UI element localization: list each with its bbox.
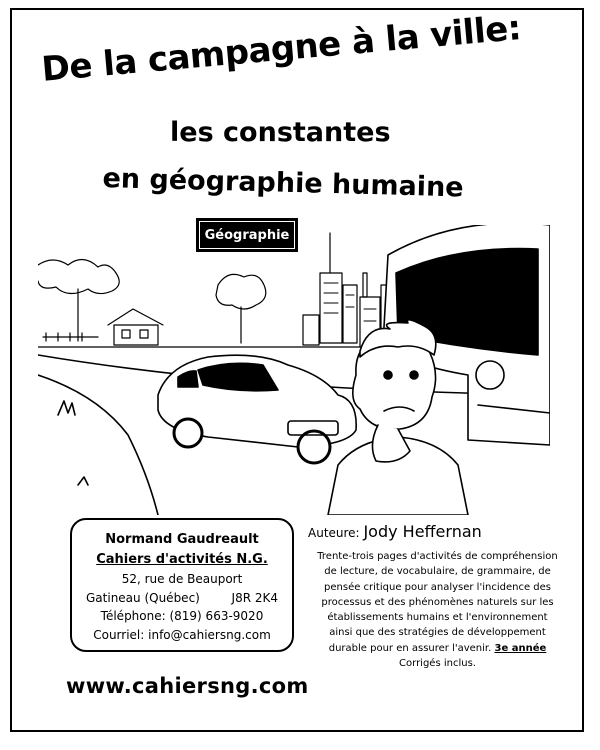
- description-text: Trente-trois pages d'activités de compréhension de lecture, de vocabulaire, de grammaire, de pensée critique pour analyser l'incidence des processus et des phénomènes naturels sur les établissements humains et l'environnement ainsi que des stratégies de développement durable pour en assurer l'avenir.: [317, 551, 558, 654]
- title-line-1: De la campagne à la ville:: [40, 8, 523, 90]
- car: [158, 355, 356, 463]
- email-label: Courriel:: [93, 628, 145, 643]
- grade-level: 3e année: [494, 642, 547, 654]
- author-label: Auteure:: [308, 526, 360, 540]
- publisher-email-line: [72, 626, 292, 645]
- title-line-2: les constantes: [170, 117, 391, 148]
- publisher-email: info@cahiersng.com: [148, 628, 271, 643]
- publisher-phone: Téléphone: (819) 663-9020: [100, 609, 264, 624]
- cover-illustration: [38, 225, 550, 515]
- author-line: [308, 522, 482, 541]
- publisher-city: Gatineau (Québec): [86, 590, 200, 605]
- publisher-box: [70, 518, 294, 652]
- publisher-brand: Cahiers d'activités N.G.: [96, 552, 268, 568]
- book-description: [315, 549, 560, 671]
- publisher-address: 52, rue de Beauport: [121, 572, 243, 587]
- website-url: www.cahiersng.com: [66, 674, 309, 698]
- title-line-3: en géographie humaine: [102, 163, 464, 204]
- author-name: Jody Heffernan: [363, 522, 482, 541]
- answer-key-note: Corrigés inclus.: [399, 658, 476, 670]
- publisher-name: Normand Gaudreault: [105, 532, 259, 547]
- subject-badge: Géographie: [196, 218, 298, 252]
- publisher-postal-code: J8R 2K4: [231, 590, 278, 605]
